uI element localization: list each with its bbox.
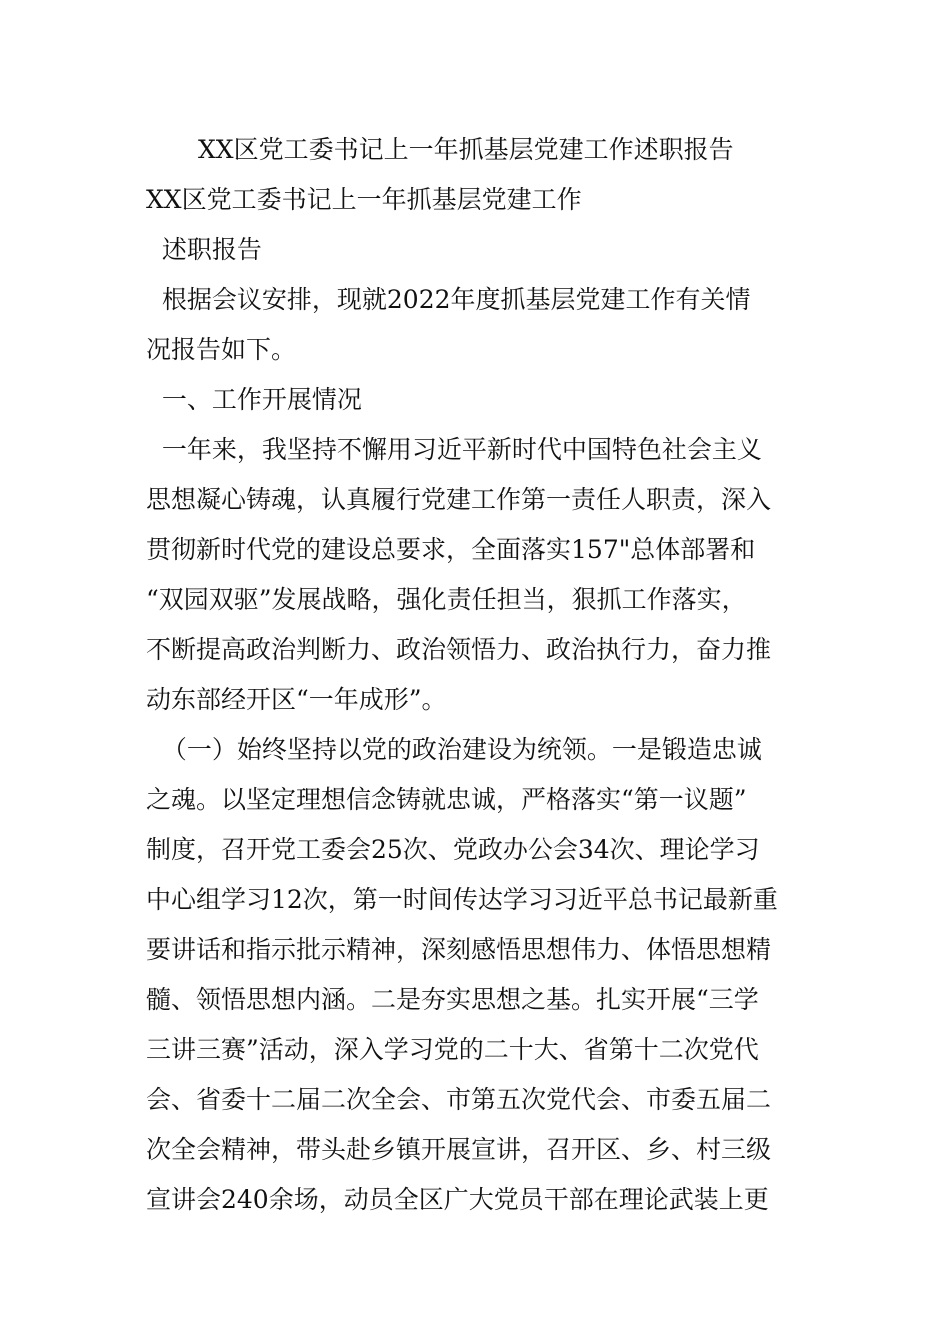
document-line: 髓、领悟思想内涵。二是夯实思想之基。扎实开展“三学 bbox=[146, 985, 759, 1014]
document-line: 动东部经开区“一年成形”。 bbox=[146, 685, 447, 714]
document-line: 根据会议安排，现就2022年度抓基层党建工作有关情 bbox=[146, 285, 751, 314]
document-line: 制度，召开党工委会25次、党政办公会34次、理论学习 bbox=[146, 835, 760, 864]
document-line: 贯彻新时代党的建设总要求，全面落实157"总体部署和 bbox=[146, 535, 756, 564]
document-line: 之魂。以坚定理想信念铸就忠诚，严格落实“第一议题” bbox=[146, 785, 747, 814]
document-line: 况报告如下。 bbox=[146, 335, 297, 364]
document-title: XX区党工委书记上一年抓基层党建工作述职报告 bbox=[198, 135, 734, 164]
document-line: 三讲三赛”活动，深入学习党的二十大、省第十二次党代 bbox=[146, 1035, 759, 1064]
document-line: （一）始终坚持以党的政治建设为统领。一是锻造忠诚 bbox=[146, 735, 762, 764]
document-line: 次全会精神，带头赴乡镇开展宣讲，召开区、乡、村三级 bbox=[146, 1135, 772, 1164]
document-line: 一年来，我坚持不懈用习近平新时代中国特色社会主义 bbox=[146, 435, 762, 464]
document-line: 思想凝心铸魂，认真履行党建工作第一责任人职责，深入 bbox=[146, 485, 772, 514]
document-line: “双园双驱”发展战略，强化责任担当，狠抓工作落实， bbox=[146, 585, 747, 614]
document-line: 宣讲会240余场，动员全区广大党员干部在理论武装上更 bbox=[146, 1185, 769, 1214]
document-line: 述职报告 bbox=[146, 235, 262, 264]
document-line: 中心组学习12次，第一时间传达学习习近平总书记最新重 bbox=[146, 885, 778, 914]
document-line: XX区党工委书记上一年抓基层党建工作 bbox=[146, 185, 582, 214]
document-line: 会、省委十二届二次全会、市第五次党代会、市委五届二 bbox=[146, 1085, 772, 1114]
document-line: 要讲话和指示批示精神，深刻感悟思想伟力、体悟思想精 bbox=[146, 935, 772, 964]
document-line: 一、工作开展情况 bbox=[146, 385, 362, 414]
document-line: 不断提高政治判断力、政治领悟力、政治执行力，奋力推 bbox=[146, 635, 772, 664]
